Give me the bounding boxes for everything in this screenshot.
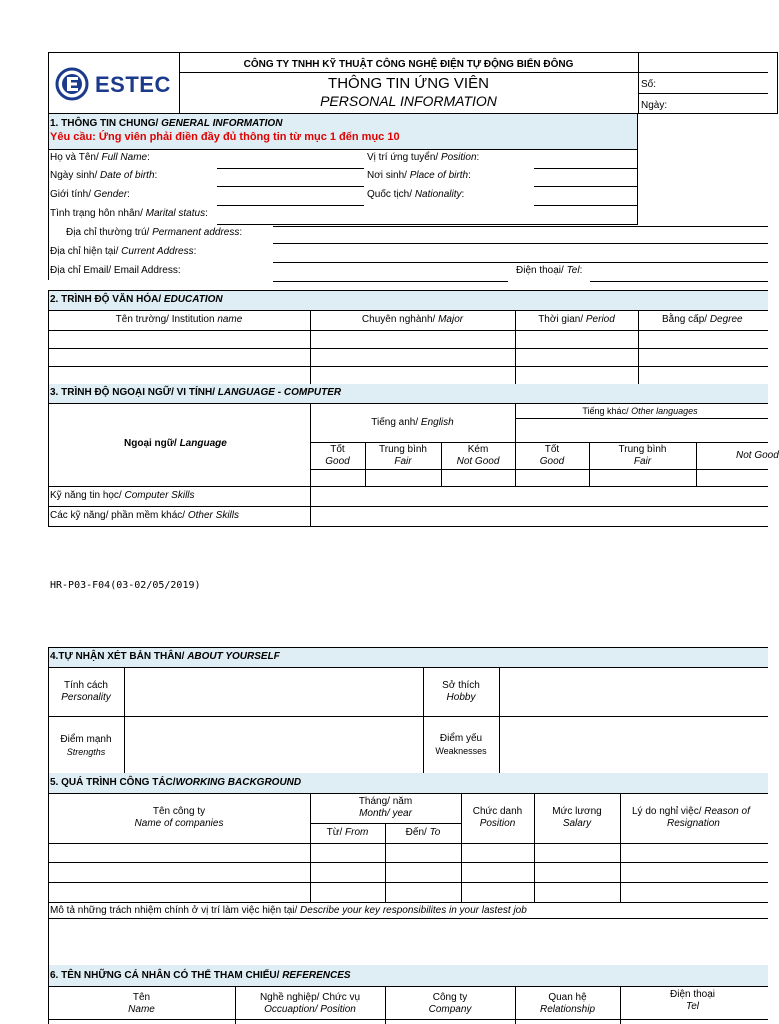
- sec2-title: 2. TRÌNH ĐỘ VĂN HÓA/ EDUCATION: [50, 294, 223, 305]
- sec5-line: [48, 862, 768, 863]
- sec3-line: [48, 403, 768, 404]
- sec6-line: [48, 1019, 768, 1020]
- ref-occ-col: Nghề nghiệp/ Chức vụ Occuaption/ Position: [259, 992, 361, 1015]
- position-label: Vị trí ứng tuyển/ Position:: [367, 152, 480, 163]
- sec1-right-border: [637, 149, 638, 224]
- sec1-shade-right: [637, 114, 638, 149]
- sec2-row-line: [48, 348, 768, 349]
- other-lang-label: Tiếng khác/ Other languages: [582, 406, 698, 416]
- sec3-line: [310, 442, 768, 443]
- ref-company-col: Công ty Company: [428, 992, 472, 1015]
- sec3-title: 3. TRÌNH ĐỘ NGOẠI NGỮ/ VI TÍNH/ LANGUAGE - COMPUTER: [50, 387, 342, 398]
- sec5-line: [48, 918, 768, 919]
- sec3-col: [48, 384, 49, 526]
- sec1-left-border: [48, 114, 49, 280]
- ref-name-col: Tên Name: [128, 992, 155, 1015]
- header-right-mid: [638, 72, 768, 73]
- weakness-label: Điểm yếu Weaknesses: [435, 733, 487, 756]
- sec3-line: [48, 506, 768, 507]
- nationality-label: Quốc tịch/ Nationality:: [367, 189, 465, 200]
- ngay-label: Ngày:: [641, 100, 668, 111]
- en-notgood: Kém Not Good: [456, 444, 500, 467]
- sec4-title: 4.TỰ NHẬN XÉT BẢN THÂN/ ABOUT YOURSELF: [50, 651, 280, 662]
- sec3-col: [696, 442, 697, 486]
- position-field[interactable]: [534, 168, 638, 169]
- salary-col: Mức lương Salary: [552, 806, 602, 829]
- col-degree: Bằng cấp/ Degree: [662, 314, 743, 325]
- curr-address-label: Địa chỉ hiện tại/ Current Address:: [50, 246, 197, 257]
- header-divider-right: [638, 52, 639, 114]
- sec2-row-line: [48, 310, 768, 311]
- form-title-en: PERSONAL INFORMATION: [320, 93, 497, 109]
- sec5-line: [48, 902, 768, 903]
- sec3-line: [310, 469, 768, 470]
- sec5-line: [48, 843, 768, 844]
- col-period: Thời gian/ Period: [538, 314, 615, 325]
- sec3-line: [48, 486, 768, 487]
- sec2-col-line: [48, 290, 49, 384]
- sec6-line: [48, 986, 768, 987]
- describe-label: Mô tả những trách nhiệm chính ở vị trí làm việc hiện tại/ Describe your key responsibilites in your lastest job: [50, 905, 527, 916]
- sec4-line: [48, 647, 768, 648]
- company-name: CÔNG TY TNHH KỸ THUẬT CÔNG NGHỆ ĐIỆN TỰ ĐỘNG BIỂN ĐÔNG: [243, 59, 574, 70]
- ref-tel-col: Điện thoại Tel: [670, 989, 716, 1012]
- dob-label: Ngày sinh/ Date of birth:: [50, 170, 158, 181]
- ot-fair: Trung bình Fair: [618, 444, 667, 467]
- hobby-label: Sở thích Hobby: [442, 680, 480, 703]
- perm-address-top: [273, 226, 768, 227]
- sec5-line: [48, 882, 768, 883]
- to-col: Đến/ To: [405, 827, 441, 838]
- ot-good: Tốt Good: [539, 444, 565, 467]
- sec1-bottom: [48, 149, 637, 150]
- computer-skills-label: Kỹ năng tin học/ Computer Skills: [50, 490, 195, 501]
- perm-address-field[interactable]: [273, 243, 768, 244]
- gender-label: Giới tính/ Gender:: [50, 189, 130, 200]
- header-right-mid2: [638, 93, 768, 94]
- pob-field[interactable]: [534, 186, 638, 187]
- fullname-label: Họ và Tên/ Full Name:: [50, 152, 150, 163]
- col-major: Chuyên nghành/ Major: [361, 314, 464, 325]
- form-title-vi: THÔNG TIN ỨNG VIÊN: [328, 75, 489, 92]
- email-label: Địa chỉ Email/ Email Address:: [50, 265, 181, 276]
- fullname-field[interactable]: [217, 168, 364, 169]
- so-label: Số:: [641, 79, 657, 90]
- form-code: HR-P03-F04(03-02/05/2019): [50, 580, 201, 591]
- dob-field[interactable]: [217, 186, 364, 187]
- language-label: Ngoại ngữ/ Language: [124, 438, 227, 449]
- month-col: Tháng/ năm Month/ year: [358, 796, 413, 819]
- nationality-field[interactable]: [534, 205, 638, 206]
- ref-rel-col: Quan hệ Relationship: [539, 992, 596, 1015]
- from-col: Từ/ From: [326, 827, 369, 838]
- personality-label: Tính cách Personality: [61, 680, 111, 703]
- sec5-col: [48, 773, 49, 965]
- gender-field[interactable]: [217, 205, 364, 206]
- logo-text: ESTEC: [95, 72, 171, 97]
- tel-field[interactable]: [590, 281, 768, 282]
- pob-label: Nơi sinh/ Place of birth:: [367, 170, 471, 181]
- sec4-col: [124, 667, 125, 773]
- header-company-underline: [179, 72, 638, 73]
- en-good: Tốt Good: [325, 444, 350, 467]
- sec2-row-line: [48, 330, 768, 331]
- other-skills-label: Các kỹ năng/ phần mềm khác/ Other Skills: [50, 510, 239, 521]
- sec6-col: [620, 986, 621, 1024]
- marital-label: Tình trạng hôn nhân/ Marital status:: [50, 208, 208, 219]
- sec4-line: [48, 716, 768, 717]
- estec-logo: [55, 66, 171, 102]
- sec4-line: [48, 667, 768, 668]
- sec3-line: [515, 418, 768, 419]
- sec2-row-line: [48, 366, 768, 367]
- ot-notgood: Not Good: [736, 450, 779, 461]
- sec1-title: 1. THÔNG TIN CHUNG/ GENERAL INFORMATION: [50, 118, 283, 129]
- sec6-title: 6. TÊN NHỮNG CÁ NHÂN CÓ THỂ THAM CHIẾU/ REFERENCES: [50, 970, 351, 981]
- position-col: Chức danh Position: [472, 806, 523, 829]
- sec5-title: 5. QUÁ TRÌNH CÔNG TÁC/WORKING BACKGROUND: [50, 777, 302, 788]
- sec5-line: [48, 793, 768, 794]
- curr-address-field[interactable]: [273, 262, 768, 263]
- company-col: Tên công ty Name of companies: [134, 806, 224, 829]
- sec2-col-line: [638, 310, 639, 384]
- col-school: Tên trường/ Institution name: [115, 314, 243, 325]
- email-field[interactable]: [273, 281, 508, 282]
- sec5-col: [620, 793, 621, 902]
- reason-col: Lý do nghỉ việc/ Reason of Resignation: [632, 806, 750, 829]
- sec2-top: [48, 290, 768, 291]
- english-label: Tiếng anh/ English: [371, 417, 454, 428]
- tel-label: Điện thoại/ Tel:: [516, 265, 583, 276]
- sec3-line: [48, 526, 768, 527]
- perm-address-label: Địa chỉ thường trú/ Permanent address:: [66, 227, 243, 238]
- sec4-col: [499, 667, 500, 773]
- marital-field[interactable]: [217, 224, 638, 225]
- sec1-requirement: Yêu cầu: Ứng viên phải điền đầy đủ thông tin từ mục 1 đến mục 10: [50, 131, 400, 143]
- en-fair: Trung bình Fair: [379, 444, 427, 467]
- strengths-label: Điểm mạnh Strengths: [60, 734, 112, 757]
